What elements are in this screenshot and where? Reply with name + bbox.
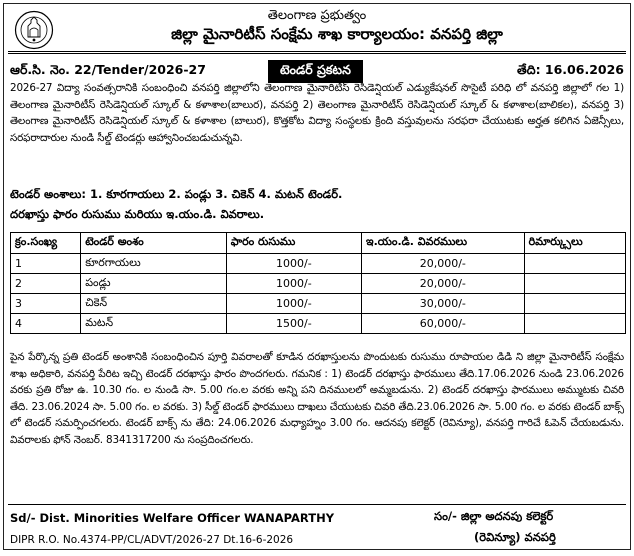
- notice-date: తేది: 16.06.2026: [517, 62, 624, 77]
- tender-items-line: టెండర్ అంశాలు: 1. కూరగాయలు 2. పండ్లు 3. చికెన్ 4. మటన్ టెండర్.: [10, 187, 343, 201]
- cell-remarks: [524, 274, 625, 294]
- cell-fee: 1500/-: [226, 314, 361, 334]
- col-header-remarks: రిమార్క్సులు: [524, 233, 625, 254]
- reference-row: [10, 60, 624, 80]
- cell-no: 1: [11, 254, 81, 274]
- cell-remarks: [524, 314, 625, 334]
- divider: [8, 51, 626, 52]
- intro-paragraph: 2026-27 విద్యా సంవత్సరానికి సంబంధించి వనపర్తి జిల్లాలోని తెలంగాణ మైనారిటీస్ రెసిడెన్షియల్ ఎడ్యుకేషనల్ సొసైటీ పరిధి లో వనపర్తి జిల్లాలో గల 1) తెలంగాణ మైనారిటీస్ రెసిడెన్షియల్ స్కూల్ & కళాశాల(బాలుర), వనపర్తి 2) తెలంగాణ మైనారిటీస్ రెసిడెన్షియల్ స్కూల్ & కళాశాల(బాలికల), వనపర్తి 3) తెలంగాణ మైనారిటీస్ రెసిడెన్షియల్ స్కూల్ & కళాశాల (బాలుర), కొత్తకోట విద్యా సంస్థలకు క్రింది వస్తువులను సరఫరా చేయుటకు అర్హత కలిగిన ఏజెన్సీలు, సరఫరాదారుల నుండి సీల్డ్ టెండర్లు ఆహ్వానించబడుచున్నవి.: [10, 82, 624, 144]
- cell-emd: 20,000/-: [362, 254, 525, 274]
- table-header-row: [11, 233, 626, 254]
- cell-fee: 1000/-: [226, 274, 361, 294]
- cell-item: చికెన్: [81, 294, 227, 314]
- cell-fee: 1000/-: [226, 294, 361, 314]
- cell-no: 2: [11, 274, 81, 294]
- signatory-right-line2: (రెవిన్యూ) వనపర్తి: [474, 530, 556, 544]
- tender-notice: [3, 3, 631, 550]
- cell-item: మటన్: [81, 314, 227, 334]
- signatory: Sd/- Dist. Minorities Welfare Officer WANAPARTHY: [10, 511, 335, 525]
- table-row: [11, 274, 626, 294]
- cell-emd: 30,000/-: [362, 294, 525, 314]
- divider: [8, 504, 626, 505]
- col-header-item: టెండర్ అంశం: [81, 233, 227, 254]
- fee-line: దరఖాస్తు ఫారం రుసుము మరియు ఇ.యం.డి. వివరాలు.: [10, 207, 265, 221]
- cell-item: కూరగాయలు: [81, 254, 227, 274]
- cell-emd: 60,000/-: [362, 314, 525, 334]
- divider: [8, 53, 626, 54]
- cell-item: పండ్లు: [81, 274, 227, 294]
- table-row: [11, 314, 626, 334]
- signatory-right: సం/- జిల్లా అదనపు కలెక్టర్: [434, 509, 554, 523]
- table-row: [11, 254, 626, 274]
- details-paragraph: పైన పేర్కొన్న ప్రతి టెండర్ అంశానికి సంబంధించిన పూర్తి వివరాలతో కూడిన దరఖాస్తులను పొందుటకు రుసుము రూపాయల డిడి ని జిల్లా మైనారిటీస్ సంక్షేమ శాఖ అధికారి, వనపర్తి పేరిట ఇచ్చి టెండర్ దరఖాస్తు ఫారం పొందగలరు. గమనిక : 1) టెండర్ దరఖాస్తు ఫారములు తేది.17.06.2026 నుండి 23.06.2026 వరకు ప్రతి రోజు ఉ. 10.30 గం. ల నుండి సా. 5.00 గం.ల వరకు అన్ని పని దినములలో అమ్మబడును. 2) టెండర్ దరఖాస్తు ఫారములు అమ్ముటకు చివరి తేది. 23.06.2024 సా. 5.00 గం. ల వరకు. 3) సీల్డ్ టెండర్ ఫారములు దాఖలు చేయుటకు చివరి తేది.23.06.2026 సా. 5.00 గం. ల వరకు టెండర్ బాక్స్ లో టెండర్ సమర్పించగలరు. టెండర్ బాక్స్ ను తేది: 24.06.2026 మధ్యాహ్నం 3.00 గం. ఆదనపు కలెక్టర్ (రెవిన్యూ), వనపర్తి గారిచే ఓపెన్ చేయబడును. వివరాలకు ఫోన్ నెంబర్. 8341317200 ను సంప్రదించగలరు.: [10, 351, 624, 446]
- cell-no: 3: [11, 294, 81, 314]
- office-title: జిల్లా మైనారిటీస్ సంక్షేమ శాఖ కార్యాలయం: వనపర్తి జిల్లా: [171, 25, 503, 43]
- col-header-emd: ఇ.యం.డి. వివరములు: [362, 233, 525, 254]
- table-row: [11, 294, 626, 314]
- cell-no: 4: [11, 314, 81, 334]
- government-title: తెలంగాణ ప్రభుత్వం: [267, 8, 367, 23]
- cell-remarks: [524, 294, 625, 314]
- cell-fee: 1000/-: [226, 254, 361, 274]
- cell-emd: 20,000/-: [362, 274, 525, 294]
- col-header-no: క్రం.సంఖ్య: [11, 233, 81, 254]
- col-header-fee: ఫారం రుసుము: [226, 233, 361, 254]
- dipr-number: DIPR R.O. No.4374-PP/CL/ADVT/2026-27 Dt.16-6-2026: [10, 534, 294, 546]
- cell-remarks: [524, 254, 625, 274]
- reference-number: ఆర్.సి. నెం. 22/Tender/2026-27: [10, 62, 206, 77]
- notice-title: టెండర్ ప్రకటన: [268, 60, 363, 83]
- tender-table: [10, 232, 626, 334]
